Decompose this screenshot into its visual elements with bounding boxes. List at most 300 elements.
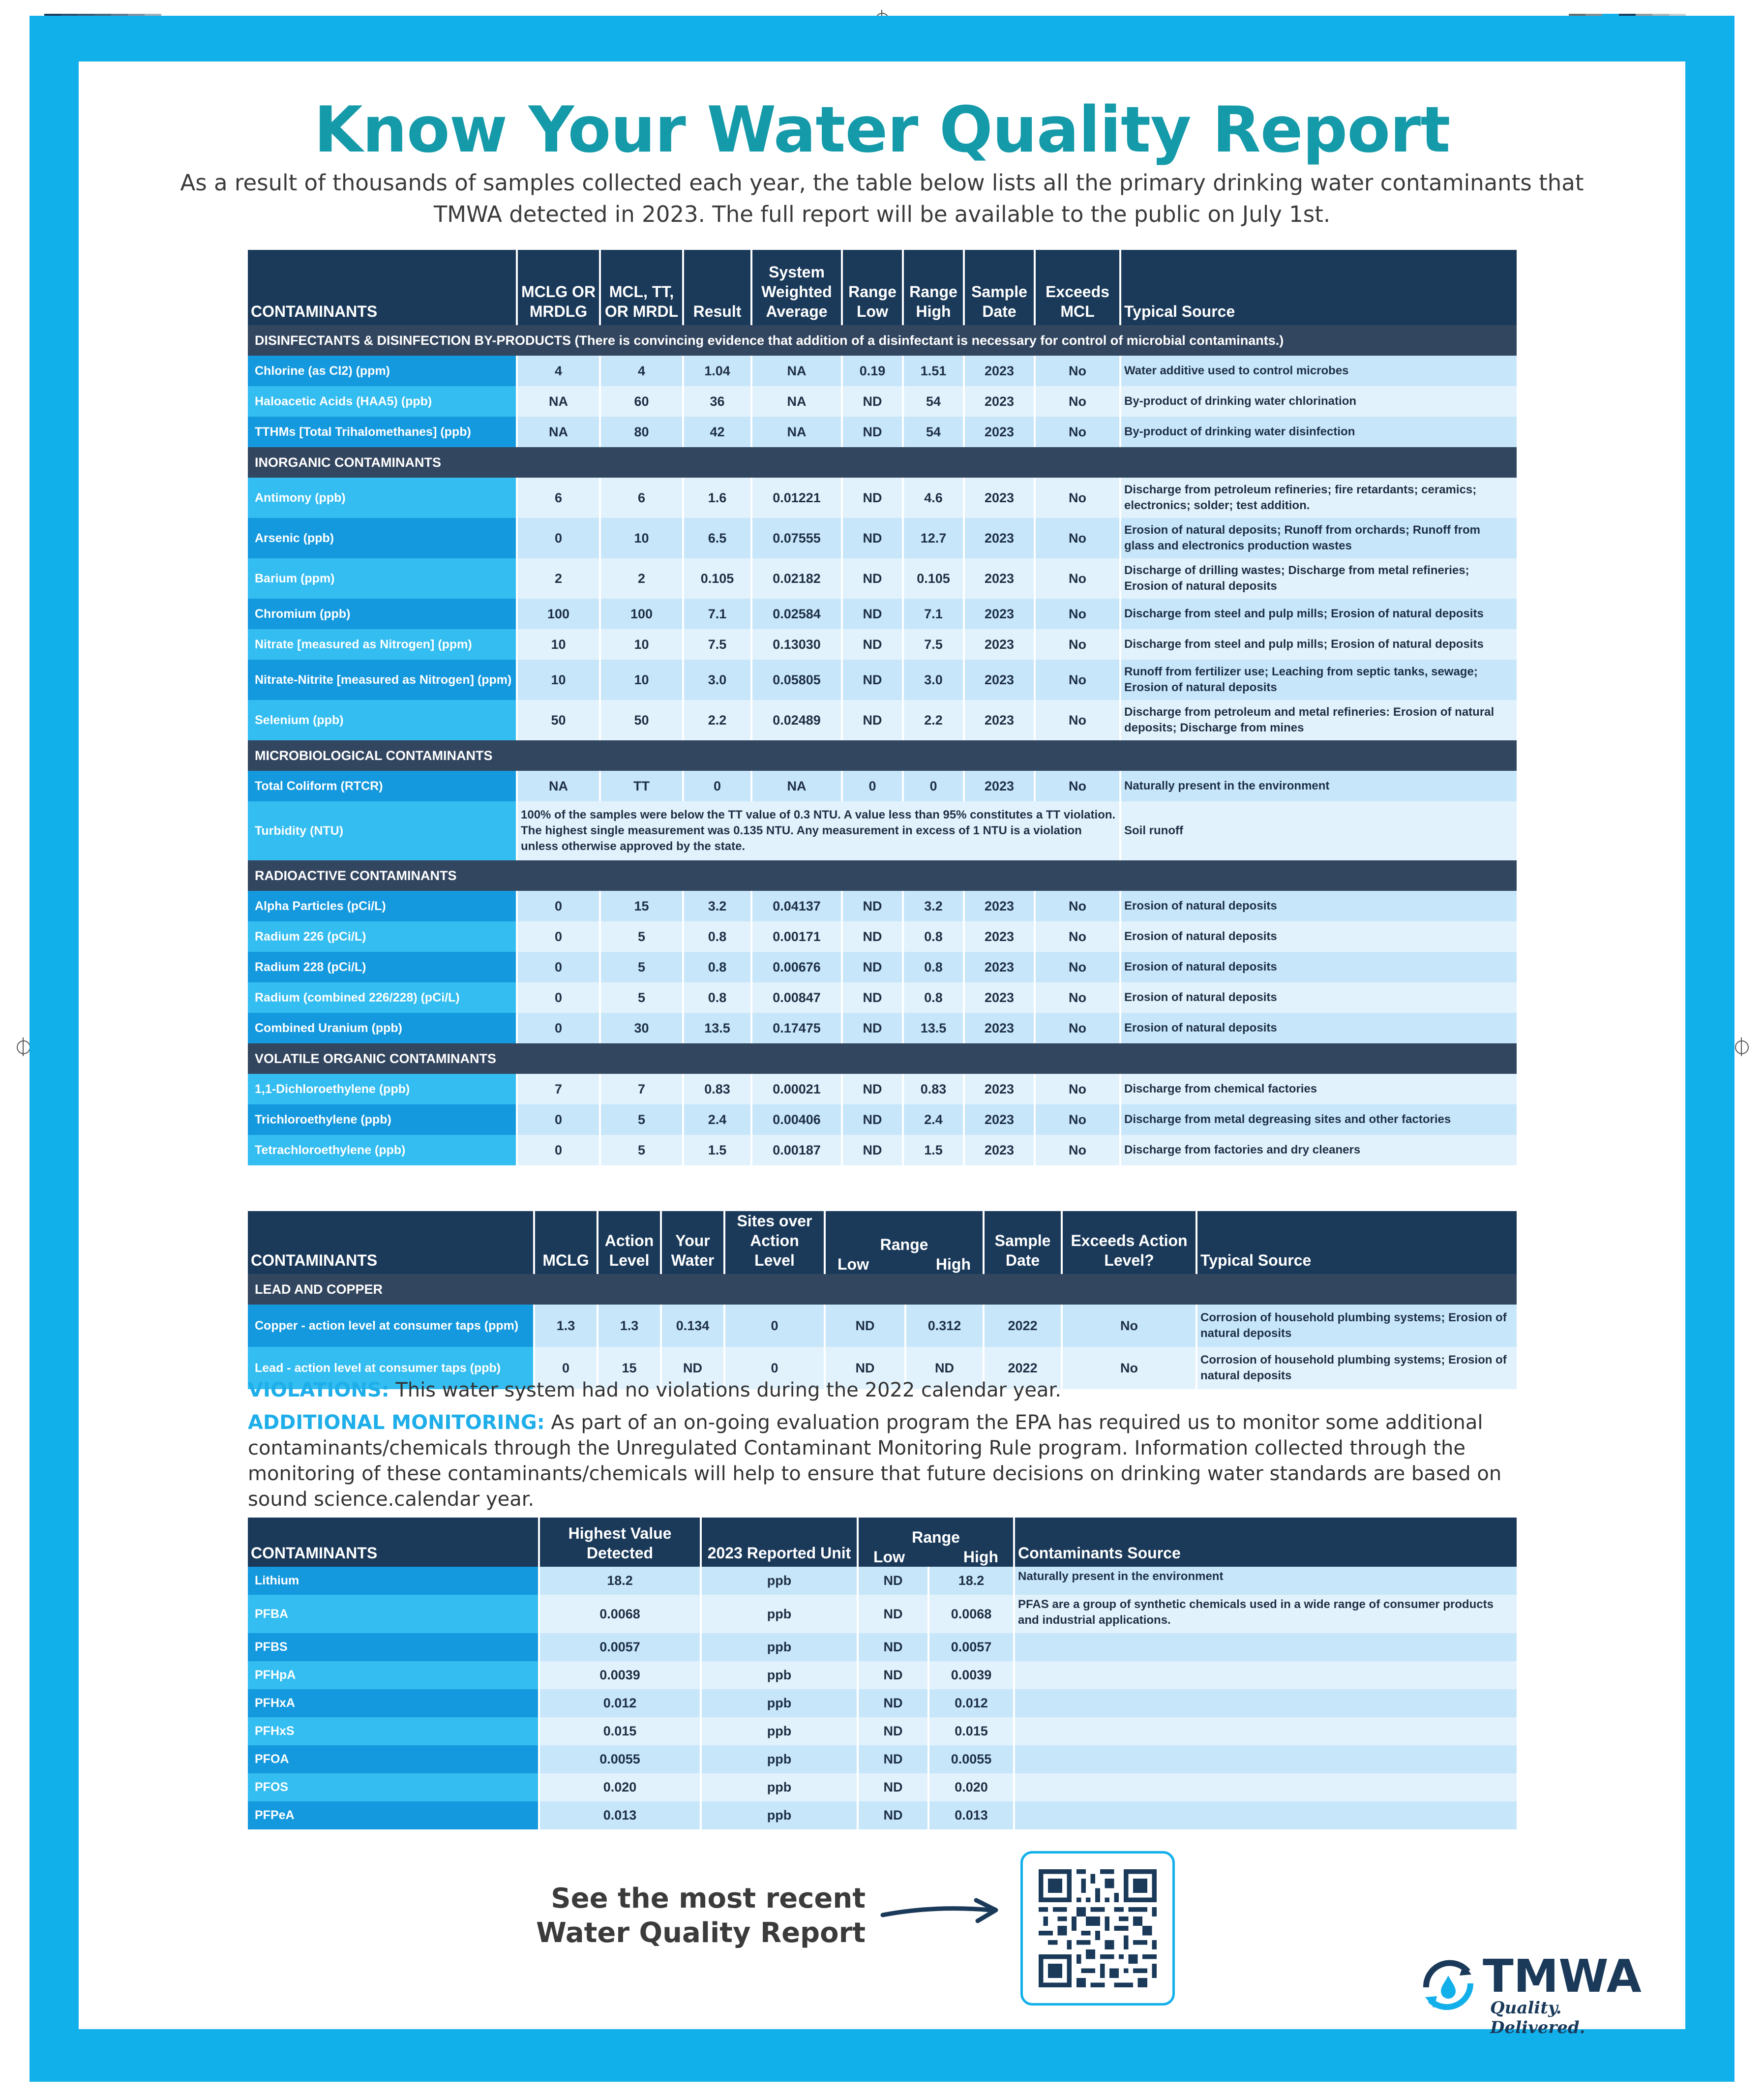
cell-low: ND [843,599,902,629]
contaminant-name: Haloacetic Acids (HAA5) (ppb) [248,386,516,417]
header-mclg-2: MCLG [535,1211,597,1274]
table-row [248,1689,1517,1717]
cell-result: 1.5 [684,1135,750,1165]
typical-source: Discharge from petroleum refineries; fire retardants; ceramics; electronics; solder; test addition. [1121,478,1517,518]
cell-exceeds: No [1036,558,1119,599]
cell-exceeds: No [1036,1013,1119,1043]
cell-low: ND [843,518,902,558]
contaminant-name: TTHMs [Total Trihalomethanes] (ppb) [248,417,516,447]
contaminant-source [1015,1661,1517,1689]
cell-exceeds: No [1036,478,1119,518]
cell-date: 2023 [965,660,1034,700]
cell-mcl: 5 [601,982,682,1013]
cell-mclg: NA [518,417,599,447]
cell-avg: 0.01221 [752,478,841,518]
cell-avg: 0.00676 [752,952,841,982]
cell-avg: 0.02182 [752,558,841,599]
cell-date: 2023 [965,417,1034,447]
cell-result: 13.5 [684,1013,750,1043]
primary-contaminants-body [248,325,1517,1165]
cell-high: 3.2 [904,891,963,921]
header-high-3: High [963,1548,999,1566]
contaminant-name: PFHxA [248,1689,538,1717]
typical-source: Naturally present in the environment [1121,771,1517,801]
contaminant-name: Alpha Particles (pCi/L) [248,891,516,921]
cell-date: 2023 [965,629,1034,660]
cell-result: 0 [684,771,750,801]
cell-avg: 0.00187 [752,1135,841,1165]
logo-tagline: Quality. Delivered. [1490,1998,1585,2037]
cell-result: 0.105 [684,558,750,599]
contaminant-name: Barium (ppm) [248,558,516,599]
cell-high: 0 [904,771,963,801]
cell-low: ND [843,1013,902,1043]
header-low-2: Low [837,1255,869,1273]
contaminant-source [1015,1773,1517,1801]
contaminant-name: PFHxS [248,1717,538,1745]
contaminant-name: Radium (combined 226/228) (pCi/L) [248,982,516,1013]
cell-low: ND [859,1717,927,1745]
cell-mclg: 0 [535,1347,597,1389]
cell-mcl: 5 [601,1135,682,1165]
header-sites-over: Sites over Action Level [725,1211,824,1274]
cell-sites: 0 [725,1347,824,1389]
typical-source: Discharge from petroleum and metal refineries: Erosion of natural deposits; Discharge from mines [1121,700,1517,740]
cell-exceeds: No [1063,1347,1196,1389]
cell-high: 0.8 [904,952,963,982]
header-exceeds-mcl: Exceeds MCL [1036,250,1119,325]
cell-mcl: 7 [601,1074,682,1104]
intro-text: As a result of thousands of samples collected each year, the table below lists all the primary drinking water contaminants that TMWA detected in 2023. The full report will be available to the public on July 1st. [180,170,1584,227]
cell-date: 2023 [965,771,1034,801]
table-row [248,599,1517,629]
cell-result: 1.04 [684,356,750,386]
table-row [248,952,1517,982]
cell-avg: 0.00171 [752,921,841,952]
cell-mclg: 0 [518,952,599,982]
cell-exceeds: No [1036,1074,1119,1104]
cell-high: 1.5 [904,1135,963,1165]
typical-source: Erosion of natural deposits [1121,1013,1517,1043]
table-row [248,801,1517,860]
typical-source: Erosion of natural deposits; Runoff from orchards; Runoff from glass and electronics production wastes [1121,518,1517,558]
cell-unit: ppb [702,1633,857,1661]
cell-result: 3.0 [684,660,750,700]
cell-mcl: 80 [601,417,682,447]
cell-high: 0.013 [929,1801,1013,1829]
cell-exceeds: No [1036,417,1119,447]
cell-exceeds: No [1036,891,1119,921]
cell-mclg: 7 [518,1074,599,1104]
table-row [248,891,1517,921]
monitoring-label: ADDITIONAL MONITORING: [248,1411,545,1434]
table-row [248,1745,1517,1773]
cta-line-1: See the most recent [551,1883,866,1915]
report-cta [457,1882,866,1950]
section-header: DISINFECTANTS & DISINFECTION BY-PRODUCTS (There is convincing evidence that addition of a disinfectant is necessary for control of microbial contaminants.) [248,325,1517,356]
cell-al: 1.3 [598,1305,660,1347]
cell-low: ND [843,1104,902,1135]
cell-date: 2023 [965,921,1034,952]
table-row [248,1633,1517,1661]
contaminant-source [1015,1745,1517,1773]
cell-mcl: 10 [601,629,682,660]
cell-unit: ppb [702,1745,857,1773]
table-row [248,1801,1517,1829]
typical-source: Erosion of natural deposits [1121,921,1517,952]
cell-mclg: NA [518,771,599,801]
table-row [248,558,1517,599]
cell-low: ND [859,1773,927,1801]
header-high-2: High [935,1255,971,1273]
cell-low: ND [843,700,902,740]
table-row [248,518,1517,558]
cell-exceeds: No [1036,660,1119,700]
contaminant-name: Copper - action level at consumer taps (ppm) [248,1305,533,1347]
cell-result: 0.83 [684,1074,750,1104]
cell-low: ND [826,1305,904,1347]
cell-unit: ppb [702,1661,857,1689]
cell-date: 2023 [965,1013,1034,1043]
cell-value: 0.0057 [540,1633,700,1661]
cell-date: 2023 [965,952,1034,982]
cell-low: ND [859,1567,927,1595]
cell-exceeds: No [1036,952,1119,982]
contaminant-name: Chlorine (as Cl2) (ppm) [248,356,516,386]
cell-high: ND [906,1347,983,1389]
cell-result: 36 [684,386,750,417]
header-weighted-average: System Weighted Average [752,250,841,325]
registration-mark-right [1735,1040,1749,1054]
cell-value: 0.012 [540,1689,700,1717]
cell-high: 0.105 [904,558,963,599]
header-mclg: MCLG OR MRDLG [518,250,599,325]
cta-line-2: Water Quality Report [536,1917,866,1949]
cell-mclg: 0 [518,518,599,558]
monitoring-paragraph [248,1410,1522,1512]
contaminant-name: Turbidity (NTU) [248,801,516,860]
cell-date: 2023 [965,1135,1034,1165]
cell-high: 3.0 [904,660,963,700]
cell-result: 6.5 [684,518,750,558]
cell-high: 0.8 [904,921,963,952]
qr-code-link[interactable] [1020,1851,1175,2006]
typical-source: Runoff from fertilizer use; Leaching from septic tanks, sewage; Erosion of natural deposits [1121,660,1517,700]
violations-paragraph [248,1377,1522,1403]
contaminant-name: Arsenic (ppb) [248,518,516,558]
cell-low: ND [859,1595,927,1633]
contaminant-name: PFOS [248,1773,538,1801]
cell-high: 0.0055 [929,1745,1013,1773]
cell-low: ND [843,891,902,921]
unregulated-contaminants-body [248,1567,1517,1829]
table-row [248,356,1517,386]
cell-value: 0.020 [540,1773,700,1801]
cell-mcl: TT [601,771,682,801]
cell-unit: ppb [702,1773,857,1801]
header-range-group [826,1211,983,1274]
table-row [248,1074,1517,1104]
cell-high: 0.312 [906,1305,983,1347]
cell-avg: 0.00021 [752,1074,841,1104]
cell-high: 0.015 [929,1717,1013,1745]
lead-copper-body [248,1305,1517,1389]
table-row [248,700,1517,740]
cell-mcl: 5 [601,921,682,952]
typical-source: Soil runoff [1121,801,1517,860]
cell-mcl: 10 [601,660,682,700]
cell-mclg: 100 [518,599,599,629]
table-row [248,1013,1517,1043]
tmwa-logo [1416,1950,1662,2037]
cell-exceeds: No [1036,921,1119,952]
cell-avg: NA [752,771,841,801]
cell-low: ND [843,558,902,599]
cell-exceeds: No [1036,599,1119,629]
cell-result: 42 [684,417,750,447]
cell-high: 13.5 [904,1013,963,1043]
typical-source: By-product of drinking water disinfection [1121,417,1517,447]
cell-mclg: 0 [518,1135,599,1165]
cell-mclg: 0 [518,1104,599,1135]
cell-unit: ppb [702,1689,857,1717]
cell-high: 4.6 [904,478,963,518]
cell-date: 2023 [965,891,1034,921]
cell-high: 0.0057 [929,1633,1013,1661]
contaminant-name: Total Coliform (RTCR) [248,771,516,801]
section-header: VOLATILE ORGANIC CONTAMINANTS [248,1043,1517,1074]
contaminant-source: PFAS are a group of synthetic chemicals used in a wide range of consumer products and industrial applications. [1015,1595,1517,1633]
contaminant-name: Radium 226 (pCi/L) [248,921,516,952]
cell-result: 1.6 [684,478,750,518]
cell-exceeds: No [1036,771,1119,801]
cell-low: ND [843,921,902,952]
contaminant-name: Antimony (ppb) [248,478,516,518]
table-row [248,1567,1517,1595]
cell-mclg: 10 [518,660,599,700]
header-sample-date: Sample Date [965,250,1034,325]
cell-mcl: 60 [601,386,682,417]
cell-low: 0 [843,771,902,801]
cell-exceeds: No [1036,629,1119,660]
cell-avg: NA [752,417,841,447]
cell-avg: 0.02584 [752,599,841,629]
contaminant-source: Naturally present in the environment [1015,1567,1517,1595]
cell-low: ND [843,386,902,417]
header-low-3: Low [873,1548,905,1566]
cell-mclg: 0 [518,921,599,952]
cell-mclg: 4 [518,356,599,386]
cell-mcl: 50 [601,700,682,740]
contaminant-name: PFOA [248,1745,538,1773]
logo-name: TMWA [1483,1950,1642,2003]
typical-source: Discharge of drilling wastes; Discharge from metal refineries; Erosion of natural deposits [1121,558,1517,599]
cell-high: 12.7 [904,518,963,558]
cell-date: 2022 [985,1347,1061,1389]
header-typical-source: Typical Source [1121,250,1517,325]
cell-exceeds: No [1036,700,1119,740]
cell-high: 1.51 [904,356,963,386]
contaminant-name: Tetrachloroethylene (ppb) [248,1135,516,1165]
contaminant-name: Lead - action level at consumer taps (ppb) [248,1347,533,1389]
cell-result: 2.4 [684,1104,750,1135]
header-contaminants-source: Contaminants Source [1015,1518,1517,1567]
cell-date: 2023 [965,599,1034,629]
table-row [248,1595,1517,1633]
header-range-3: Range [912,1528,960,1546]
contaminant-source [1015,1717,1517,1745]
contaminant-name: Lithium [248,1567,538,1595]
cell-value: 0.0039 [540,1661,700,1689]
cell-exceeds: No [1036,518,1119,558]
cell-unit: ppb [702,1567,857,1595]
cell-high: 0.8 [904,982,963,1013]
cell-value: 18.2 [540,1567,700,1595]
cell-avg: 0.00847 [752,982,841,1013]
cell-date: 2023 [965,982,1034,1013]
cell-mcl: 5 [601,1104,682,1135]
cell-mclg: 50 [518,700,599,740]
registration-mark-left [17,1040,30,1054]
cell-date: 2022 [985,1305,1061,1347]
cell-date: 2023 [965,700,1034,740]
cell-avg: 0.05805 [752,660,841,700]
water-drop-logo-icon [1416,1953,1480,2017]
cell-date: 2023 [965,1104,1034,1135]
cell-low: ND [859,1689,927,1717]
typical-source: Discharge from steel and pulp mills; Erosion of natural deposits [1121,599,1517,629]
violations-text: This water system had no violations during the 2022 calendar year. [389,1379,1061,1401]
typical-source: By-product of drinking water chlorination [1121,386,1517,417]
cell-exceeds: No [1036,982,1119,1013]
typical-source: Erosion of natural deposits [1121,952,1517,982]
cell-mcl: 15 [601,891,682,921]
cell-high: 2.4 [904,1104,963,1135]
cell-exceeds: No [1036,1104,1119,1135]
contaminant-name: Nitrate-Nitrite [measured as Nitrogen] (ppm) [248,660,516,700]
cell-mclg: 2 [518,558,599,599]
cell-unit: ppb [702,1595,857,1633]
cell-low: ND [826,1347,904,1389]
table-row [248,386,1517,417]
cell-low: ND [843,478,902,518]
header-your-water: Your Water [662,1211,723,1274]
contaminant-name: Radium 228 (pCi/L) [248,952,516,982]
cell-low: ND [843,952,902,982]
page-title: Know Your Water Quality Report [314,93,1450,167]
cell-exceeds: No [1063,1305,1196,1347]
cell-exceeds: No [1036,356,1119,386]
cell-date: 2023 [965,518,1034,558]
cell-unit: ppb [702,1717,857,1745]
cell-mcl: 4 [601,356,682,386]
cell-high: 7.5 [904,629,963,660]
cell-yours: ND [662,1347,723,1389]
primary-contaminants-table [246,250,1519,1165]
typical-source: Discharge from metal degreasing sites and other factories [1121,1104,1517,1135]
table-row [248,1135,1517,1165]
cell-mclg: 1.3 [535,1305,597,1347]
cell-low: ND [843,660,902,700]
cell-avg: NA [752,356,841,386]
header-highest-value: Highest Value Detected [540,1518,700,1567]
cell-low: ND [859,1661,927,1689]
cell-high: 0.0068 [929,1595,1013,1633]
cell-low: ND [843,417,902,447]
section-header: MICROBIOLOGICAL CONTAMINANTS [248,740,1517,771]
cell-high: 0.012 [929,1689,1013,1717]
cell-high: 0.0039 [929,1661,1013,1689]
cell-value: 0.015 [540,1717,700,1745]
header-range-low: Range Low [843,250,902,325]
contaminant-source [1015,1801,1517,1829]
cell-exceeds: No [1036,1135,1119,1165]
table-row [248,1305,1517,1347]
cell-result: 0.8 [684,952,750,982]
table-row [248,1661,1517,1689]
cell-mclg: 0 [518,891,599,921]
header-action-level: Action Level [598,1211,660,1274]
contaminant-name: Nitrate [measured as Nitrogen] (ppm) [248,629,516,660]
cell-avg: 0.00406 [752,1104,841,1135]
cell-low: 0.19 [843,356,902,386]
cell-high: 0.83 [904,1074,963,1104]
cell-result: 7.5 [684,629,750,660]
header-mcl: MCL, TT, OR MRDL [601,250,682,325]
cell-mcl: 10 [601,518,682,558]
cell-low: ND [859,1745,927,1773]
section-header: INORGANIC CONTAMINANTS [248,447,1517,478]
header-contaminants-3: CONTAMINANTS [248,1518,538,1567]
cell-low: ND [843,1074,902,1104]
cell-date: 2023 [965,356,1034,386]
qr-code-icon [1039,1869,1157,1987]
section-header: RADIOACTIVE CONTAMINANTS [248,860,1517,891]
header-range-2: Range [880,1236,928,1253]
header-contaminants-2: CONTAMINANTS [248,1211,533,1274]
cell-date: 2023 [965,478,1034,518]
cell-low: ND [843,629,902,660]
cell-high: 54 [904,386,963,417]
cell-value: 0.013 [540,1801,700,1829]
lead-copper-table [246,1211,1519,1389]
cell-yours: 0.134 [662,1305,723,1347]
section-lead-copper: LEAD AND COPPER [248,1274,1517,1305]
header-reported-unit: 2023 Reported Unit [702,1518,857,1567]
cell-high: 0.020 [929,1773,1013,1801]
cell-mcl: 30 [601,1013,682,1043]
cell-avg: NA [752,386,841,417]
typical-source: Water additive used to control microbes [1121,356,1517,386]
cell-result: 0.8 [684,921,750,952]
contaminant-name: PFPeA [248,1801,538,1829]
table-row [248,417,1517,447]
header-range-group-3 [859,1518,1013,1567]
contaminant-name: Selenium (ppb) [248,700,516,740]
cell-result: 2.2 [684,700,750,740]
header-typical-source-2: Typical Source [1197,1211,1517,1274]
contaminant-source [1015,1633,1517,1661]
header-exceeds-action: Exceeds Action Level? [1063,1211,1196,1274]
cell-date: 2023 [965,386,1034,417]
table-row [248,1104,1517,1135]
cell-high: 54 [904,417,963,447]
monitoring-text: As part of an on-going evaluation program the EPA has required us to monitor some additional contaminants/chemicals through the Unregulated Contaminant Monitoring Rule program. Information collected through the monitoring of these contaminants/chemicals will help to ensure that future decisions on drinking water standards are based on sound science.calendar year. [248,1411,1502,1511]
cell-low: ND [843,982,902,1013]
cell-date: 2023 [965,1074,1034,1104]
turbidity-note: 100% of the samples were below the TT value of 0.3 NTU. A value less than 95% constitutes a TT violation. The highest single measurement was 0.135 NTU. Any measurement in excess of 1 NTU is a violation unless otherwise approved by the state. [518,801,1119,860]
table-row [248,1717,1517,1745]
